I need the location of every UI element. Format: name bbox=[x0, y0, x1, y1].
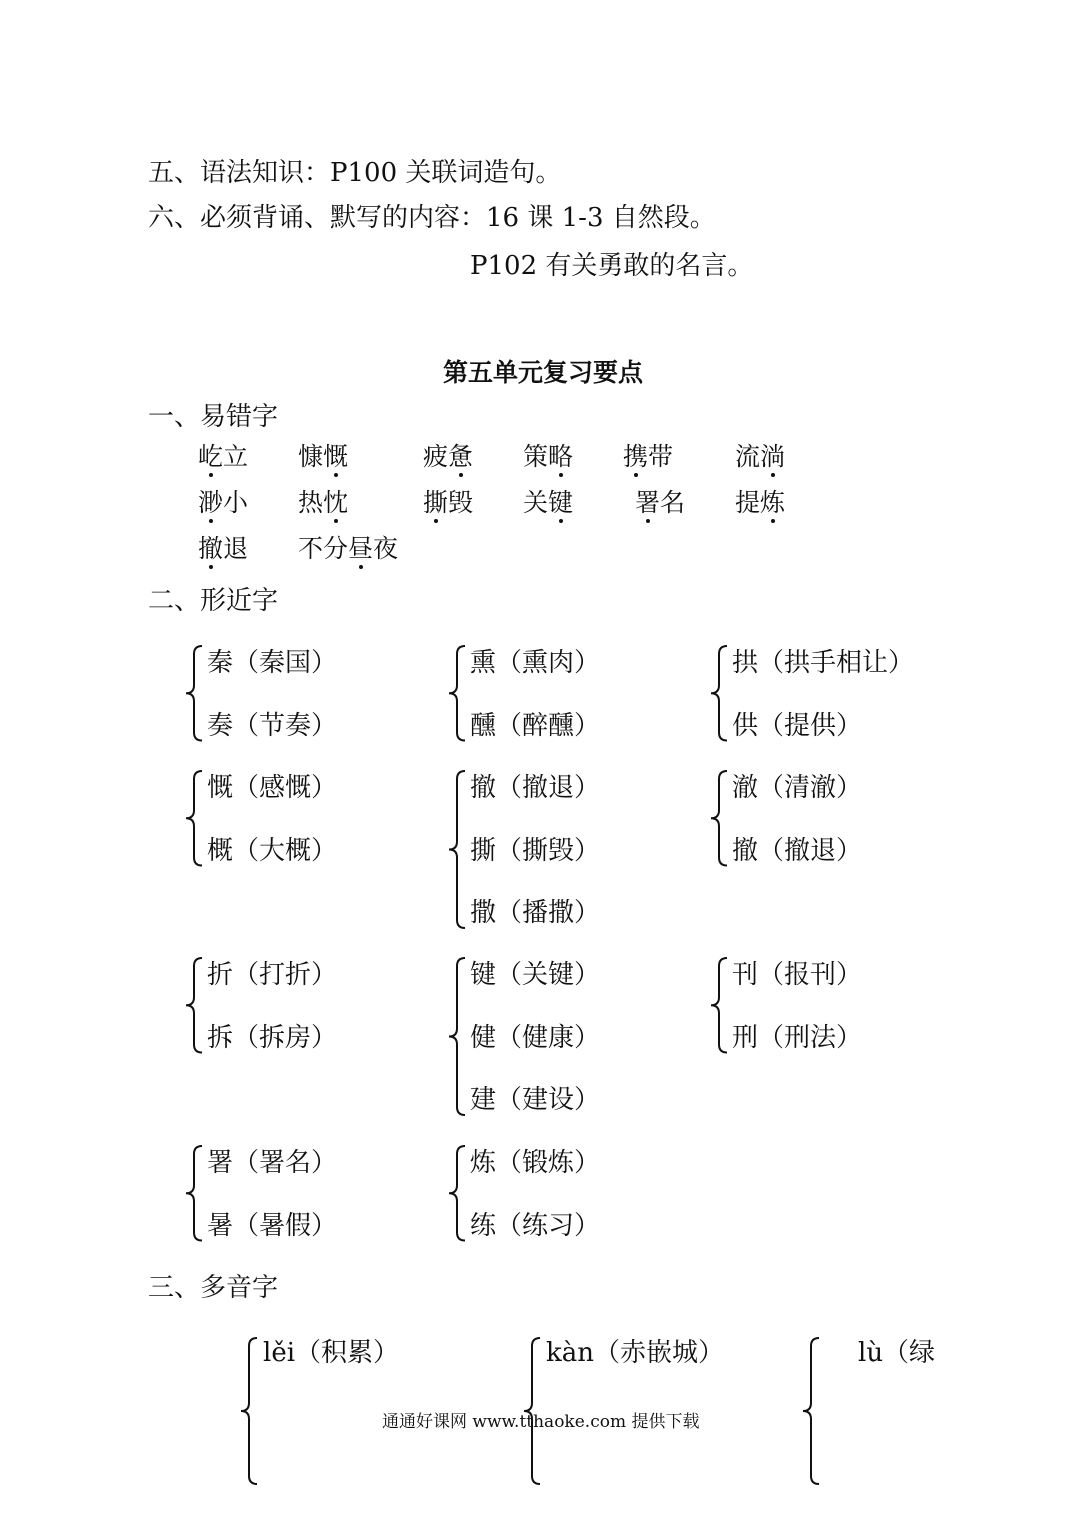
polyphone-entry: lěi（积累） bbox=[263, 1338, 400, 1368]
word-char: 流 bbox=[735, 442, 761, 471]
section-heading-polyphones: 三、多音字 bbox=[148, 1273, 279, 1303]
similar-char-entry: 建（建设） bbox=[470, 1085, 601, 1115]
similar-char-entry: 拆（拆房） bbox=[207, 1022, 338, 1053]
word-char: 退 bbox=[223, 534, 249, 563]
word-char: 策 bbox=[523, 442, 549, 471]
similar-char-entry: 撤（撤退） bbox=[470, 773, 601, 803]
error-prone-word bbox=[423, 490, 473, 515]
similar-char-entry: 键（关键） bbox=[470, 960, 601, 990]
similar-char-entry: 拱（拱手相让） bbox=[732, 648, 915, 678]
word-char: 名 bbox=[660, 488, 686, 517]
brace-icon bbox=[183, 769, 205, 868]
word-char: 夜 bbox=[373, 534, 399, 563]
brace-icon bbox=[183, 1144, 205, 1243]
word-char: 忱 bbox=[323, 488, 349, 517]
word-char: 惫 bbox=[448, 442, 474, 471]
word-char: 提 bbox=[735, 488, 761, 517]
similar-char-entry: 撒（播撒） bbox=[470, 898, 601, 928]
brace-icon bbox=[446, 644, 468, 743]
word-char: 分 bbox=[323, 534, 349, 563]
error-prone-word bbox=[635, 490, 685, 515]
recitation-line: 六、必须背诵、默写的内容：16 课 1-3 自然段。 bbox=[148, 203, 716, 233]
word-char: 毁 bbox=[448, 488, 474, 517]
similar-char-entry: 暑（暑假） bbox=[207, 1210, 338, 1241]
similar-char-entry: 刊（报刊） bbox=[732, 960, 863, 990]
section-heading-error-prone: 一、易错字 bbox=[148, 402, 279, 432]
brace-icon bbox=[446, 956, 468, 1117]
error-prone-word bbox=[198, 536, 248, 561]
footer-credit: 通通好课网 www.tthaoke.com 提供下载 bbox=[382, 1412, 700, 1432]
unit-title: 第五单元复习要点 bbox=[443, 358, 644, 387]
word-char: 渺 bbox=[198, 488, 224, 517]
error-prone-word bbox=[735, 444, 785, 469]
similar-char-entry: 秦（秦国） bbox=[207, 648, 338, 678]
similar-char-entry: 健（健康） bbox=[470, 1022, 601, 1053]
similar-char-entry: 炼（锻炼） bbox=[470, 1148, 601, 1178]
brace-icon bbox=[708, 956, 730, 1055]
error-prone-word bbox=[198, 490, 248, 515]
word-char: 疲 bbox=[423, 442, 449, 471]
word-char: 小 bbox=[223, 488, 249, 517]
word-char: 带 bbox=[648, 442, 674, 471]
word-char: 慨 bbox=[323, 442, 349, 471]
word-char: 携 bbox=[623, 442, 649, 471]
grammar-line: 五、语法知识：P100 关联词造句。 bbox=[148, 158, 562, 188]
word-char: 屹 bbox=[198, 442, 224, 471]
similar-char-entry: 奏（节奏） bbox=[207, 710, 338, 741]
word-char: 略 bbox=[548, 442, 574, 471]
similar-char-entry: 撕（撕毁） bbox=[470, 835, 601, 866]
similar-char-entry: 慨（感慨） bbox=[207, 773, 338, 803]
word-char: 热 bbox=[298, 488, 324, 517]
brace-icon bbox=[238, 1336, 260, 1486]
brace-icon bbox=[800, 1336, 822, 1486]
brace-icon bbox=[183, 956, 205, 1055]
word-char: 炼 bbox=[760, 488, 786, 517]
similar-char-entry: 概（大概） bbox=[207, 835, 338, 866]
word-char: 关 bbox=[523, 488, 549, 517]
error-prone-word bbox=[298, 444, 348, 469]
word-char: 署 bbox=[635, 488, 661, 517]
similar-char-entry: 刑（刑法） bbox=[732, 1022, 863, 1053]
brace-icon bbox=[521, 1336, 543, 1486]
error-prone-word bbox=[298, 536, 398, 561]
similar-char-entry: 供（提供） bbox=[732, 710, 863, 741]
word-char: 昼 bbox=[348, 534, 374, 563]
word-char: 键 bbox=[548, 488, 574, 517]
polyphone-entry: lù（绿 bbox=[858, 1338, 936, 1368]
brace-icon bbox=[446, 769, 468, 930]
similar-char-entry: 折（打折） bbox=[207, 960, 338, 990]
similar-char-entry: 署（署名） bbox=[207, 1148, 338, 1178]
error-prone-word bbox=[298, 490, 348, 515]
similar-char-entry: 澈（清澈） bbox=[732, 773, 863, 803]
similar-char-entry: 醺（醉醺） bbox=[470, 710, 601, 741]
error-prone-word bbox=[523, 490, 573, 515]
error-prone-word bbox=[623, 444, 673, 469]
word-char: 立 bbox=[223, 442, 249, 471]
brace-icon bbox=[708, 769, 730, 868]
error-prone-word bbox=[523, 444, 573, 469]
brace-icon bbox=[446, 1144, 468, 1243]
similar-char-entry: 练（练习） bbox=[470, 1210, 601, 1241]
polyphone-entry: kàn（赤嵌城） bbox=[546, 1338, 725, 1368]
word-char: 不 bbox=[298, 534, 324, 563]
error-prone-word bbox=[423, 444, 473, 469]
brace-icon bbox=[183, 644, 205, 743]
recitation-line-2: P102 有关勇敢的名言。 bbox=[470, 251, 754, 281]
similar-char-entry: 撤（撤退） bbox=[732, 835, 863, 866]
word-char: 撕 bbox=[423, 488, 449, 517]
similar-char-entry: 熏（熏肉） bbox=[470, 648, 601, 678]
word-char: 淌 bbox=[760, 442, 786, 471]
section-heading-similar-chars: 二、形近字 bbox=[148, 586, 279, 616]
error-prone-word bbox=[735, 490, 785, 515]
brace-icon bbox=[708, 644, 730, 743]
word-char: 慷 bbox=[298, 442, 324, 471]
error-prone-word bbox=[198, 444, 248, 469]
word-char: 撤 bbox=[198, 534, 224, 563]
